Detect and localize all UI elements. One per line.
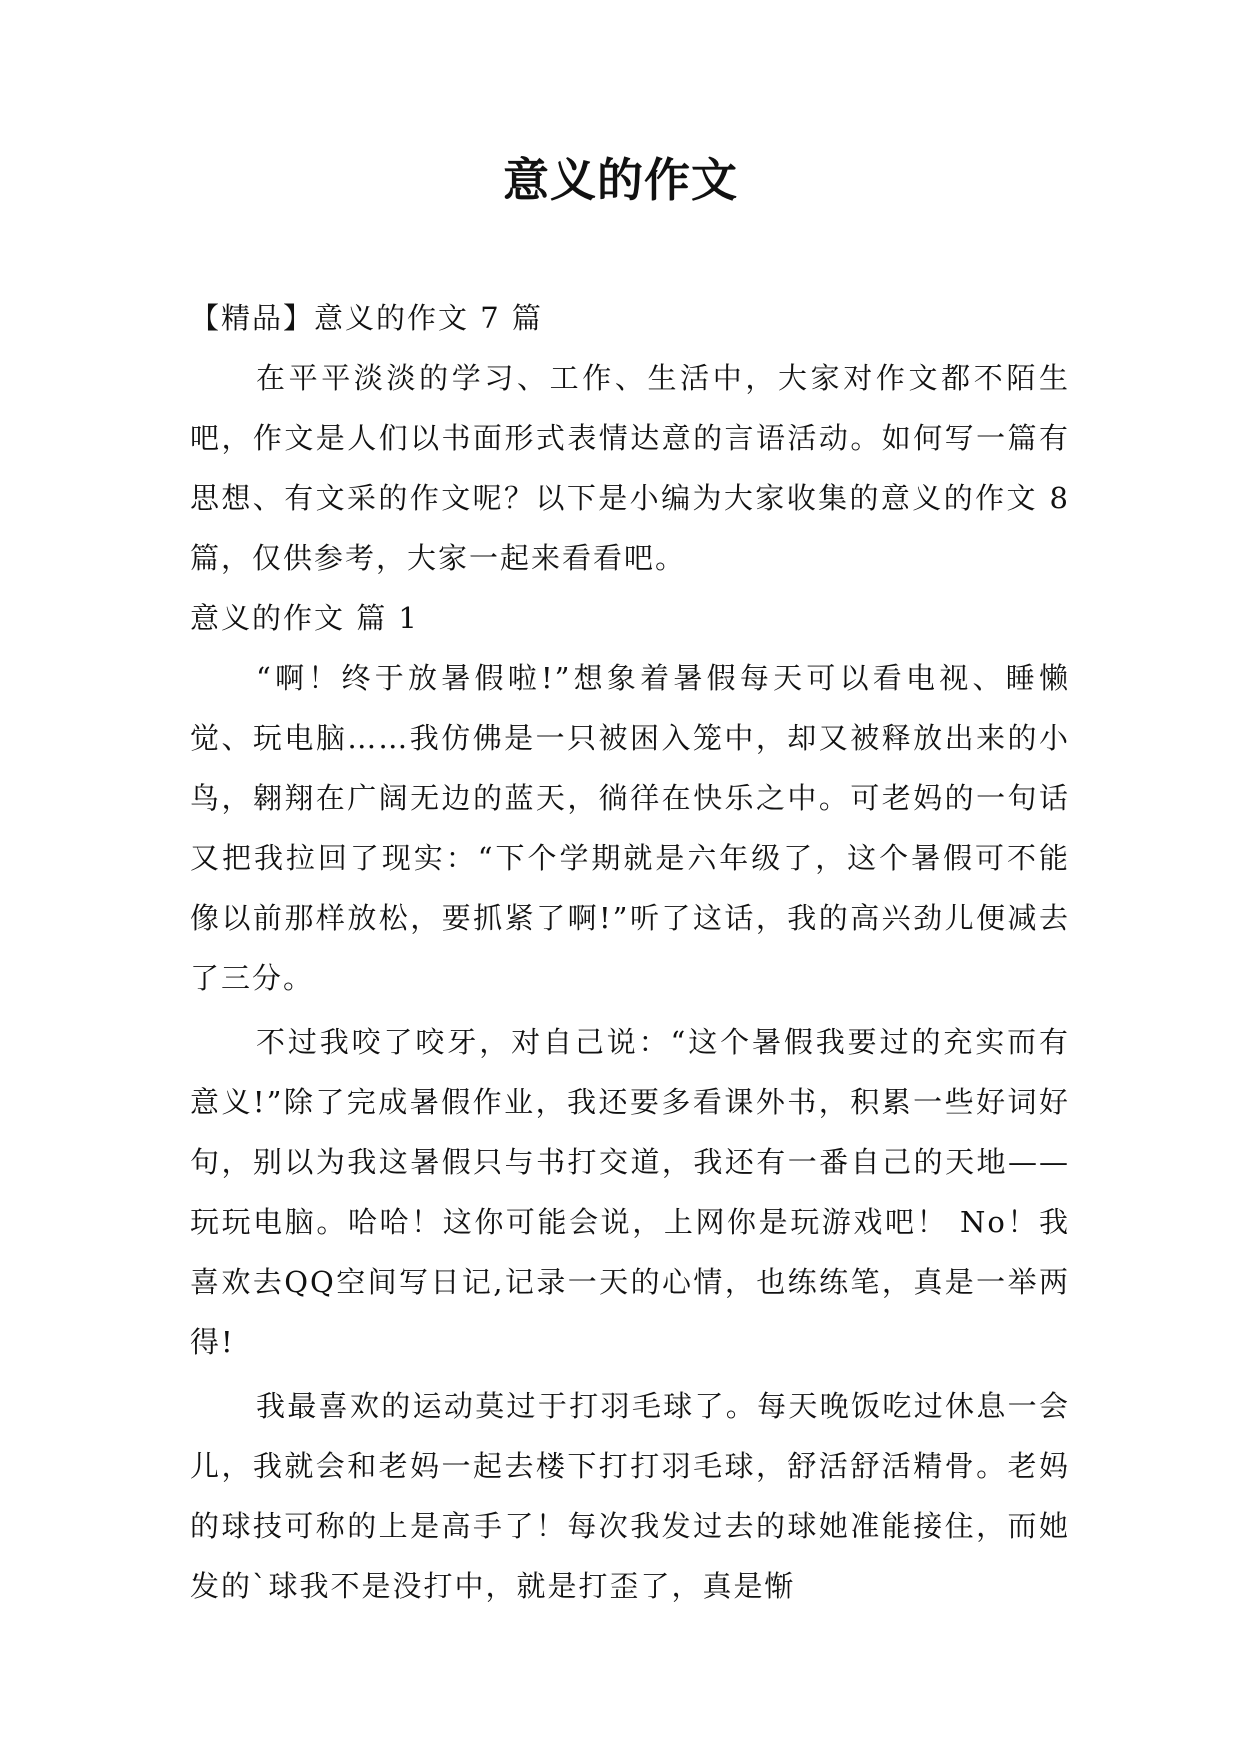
document-subtitle: 【精品】意义的作文 7 篇 (190, 301, 543, 335)
body-paragraph: 我最喜欢的运动莫过于打羽毛球了。每天晚饭吃过休息一会儿，我就会和老妈一起去楼下打打羽毛球，舒活舒活精骨。老妈的球技可称的上是高手了！每次我发过去的球她准能接住，而她发的`球我不是没打中，就是打歪了，真是惭 (190, 1389, 1070, 1603)
intro-paragraph: 在平平淡淡的学习、工作、生活中，大家对作文都不陌生吧，作文是人们以书面形式表情达意的言语活动。如何写一篇有思想、有文采的作文呢？以下是小编为大家收集的意义的作文 8 篇，仅供参考，大家一起来看看吧。 (190, 361, 1070, 575)
section-heading: 意义的作文 篇 1 (190, 601, 419, 635)
body-paragraph: “啊！终于放暑假啦!”想象着暑假每天可以看电视、睡懒觉、玩电脑……我仿佛是一只被困入笼中，却又被释放出来的小鸟，翱翔在广阔无边的蓝天，徜徉在快乐之中。可老妈的一句话又把我拉回了现实：“下个学期就是六年级了，这个暑假可不能像以前那样放松，要抓紧了啊!”听了这话，我的高兴劲儿便减去了三分。 (190, 661, 1070, 995)
body-paragraph: 不过我咬了咬牙，对自己说：“这个暑假我要过的充实而有意义!”除了完成暑假作业，我还要多看课外书，积累一些好词好句，别以为我这暑假只与书打交道，我还有一番自己的天地——玩玩电脑。哈哈！这你可能会说，上网你是玩游戏吧！ No！我喜欢去QQ空间写日记,记录一天的心情，也练练笔，真是一举两得! (190, 1025, 1070, 1359)
document-title: 意义的作文 (503, 153, 738, 207)
document-body (190, 288, 1070, 1616)
